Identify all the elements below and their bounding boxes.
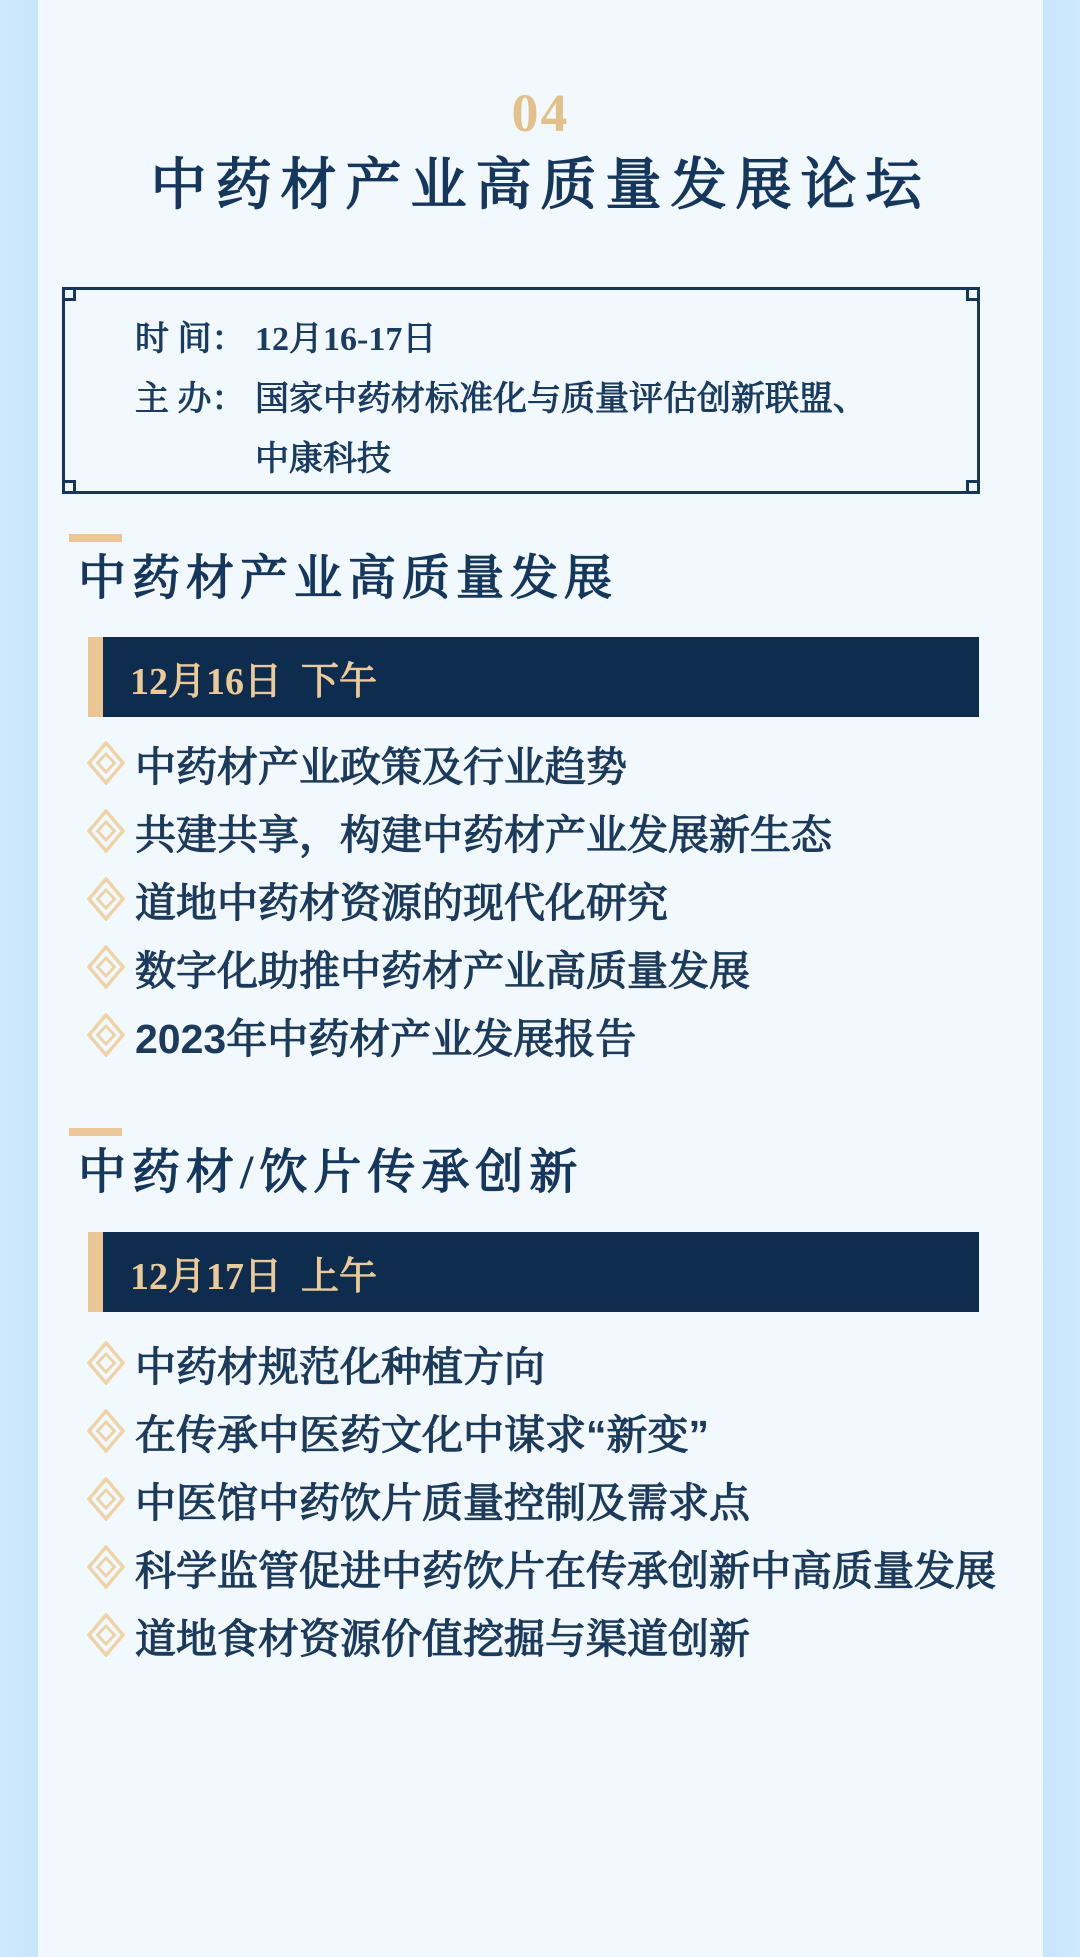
diamond-icon	[86, 1013, 126, 1057]
topic-label: 科学监管促进中药饮片在传承创新中高质量发展	[135, 1547, 996, 1594]
diamond-icon	[86, 1341, 126, 1385]
corner-ornament-top-right	[966, 287, 980, 301]
topic-item	[86, 1001, 1043, 1069]
diamond-icon	[86, 741, 126, 785]
organizer-value	[255, 370, 867, 490]
session-2-schedule-bar	[103, 1232, 979, 1312]
organizer-line-1: 国家中药材标准化与质量评估创新联盟、	[255, 381, 867, 418]
session-2-schedule: 12月17日 上午	[130, 1255, 378, 1298]
diamond-icon	[86, 1477, 126, 1521]
page-title: 中药材产业高质量发展论坛	[150, 155, 931, 217]
info-box	[62, 287, 980, 494]
topic-item	[86, 933, 1043, 1001]
diamond-icon	[86, 1409, 126, 1453]
gold-dash-2	[69, 1128, 122, 1136]
corner-ornament-bottom-right	[966, 480, 980, 494]
topic-label: 中医馆中药饮片质量控制及需求点	[135, 1479, 750, 1526]
diamond-icon	[86, 1545, 126, 1589]
corner-ornament-bottom-left	[62, 480, 76, 494]
topic-label: 共建共享，构建中药材产业发展新生态	[135, 811, 832, 858]
topic-item	[86, 797, 1043, 865]
corner-ornament-top-left	[62, 287, 76, 301]
diamond-icon	[86, 945, 126, 989]
topic-label: 中药材产业政策及行业趋势	[135, 743, 627, 790]
topic-item	[86, 729, 1043, 797]
diamond-icon	[86, 1613, 126, 1657]
diamond-icon	[86, 877, 126, 921]
session-1-topic-list	[86, 729, 1043, 1069]
gold-accent-strip	[88, 637, 103, 717]
session-1-schedule: 12月16日 下午	[130, 660, 378, 703]
session-2-topic-list	[86, 1329, 1043, 1669]
topic-label: 在传承中医药文化中谋求“新变”	[135, 1411, 709, 1458]
topic-label: 道地食材资源价值挖掘与渠道创新	[135, 1615, 750, 1662]
time-value: 12月16-17日	[255, 321, 437, 358]
topic-item	[86, 1329, 1043, 1397]
organizer-line-2: 中康科技	[255, 441, 391, 478]
topic-label: 数字化助推中药材产业高质量发展	[135, 947, 750, 994]
session-1-heading: 中药材产业高质量发展	[78, 552, 619, 605]
topic-item	[86, 865, 1043, 933]
topic-item	[86, 1397, 1043, 1465]
section-number: 04	[511, 83, 570, 143]
organizer-label: 主 办：	[135, 381, 246, 418]
topic-item	[86, 1533, 1043, 1601]
content-panel	[38, 0, 1043, 1957]
topic-label: 2023年中药材产业发展报告	[135, 1015, 637, 1062]
session-2-heading: 中药材/饮片传承创新	[78, 1146, 584, 1199]
topic-label: 中药材规范化种植方向	[135, 1343, 545, 1390]
gold-accent-strip	[88, 1232, 103, 1312]
diamond-icon	[86, 809, 126, 853]
topic-label: 道地中药材资源的现代化研究	[135, 879, 668, 926]
info-row-organizer	[135, 370, 957, 490]
time-label: 时 间：	[135, 321, 246, 358]
gold-dash-1	[69, 534, 122, 542]
topic-item	[86, 1465, 1043, 1533]
session-1-schedule-bar	[103, 637, 979, 717]
info-row-time	[135, 310, 957, 370]
topic-item	[86, 1601, 1043, 1669]
